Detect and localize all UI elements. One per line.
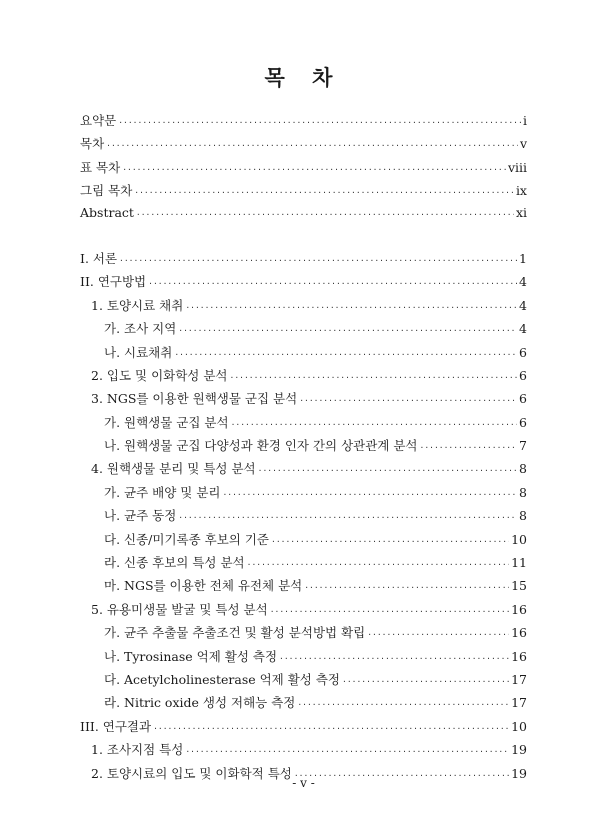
toc-entry[interactable] xyxy=(80,459,527,482)
toc-label: 가. 원핵생물 군집 분석 xyxy=(104,414,229,430)
toc-label: Abstract xyxy=(80,204,134,220)
toc-label: III. 연구결과 xyxy=(80,718,152,734)
toc-label: 4. 원핵생물 분리 및 특성 분석 xyxy=(91,461,256,477)
toc-page: 19 xyxy=(511,765,527,781)
dot-leader xyxy=(118,118,521,127)
toc-page: 19 xyxy=(511,742,527,758)
toc-label: 나. Tyrosinase 억제 활성 측정 xyxy=(104,648,278,664)
dot-leader xyxy=(174,350,517,359)
page-title: 목 차 xyxy=(264,65,343,90)
toc-label: 나. 균주 동정 xyxy=(104,508,177,524)
toc-label: 나. 원핵생물 군집 다양성과 환경 인자 간의 상관관계 분석 xyxy=(104,438,418,454)
toc-page: 16 xyxy=(511,625,527,641)
toc-entry[interactable] xyxy=(80,600,527,623)
dot-leader xyxy=(231,420,517,429)
dot-leader xyxy=(297,700,509,709)
toc-page: 17 xyxy=(511,671,527,687)
toc-page: viii xyxy=(507,159,527,175)
toc-page: 6 xyxy=(519,367,527,383)
toc-label: 1. 토양시료 채취 xyxy=(91,297,184,313)
toc-page: 8 xyxy=(519,508,527,524)
toc-label: 그림 목차 xyxy=(80,183,133,199)
toc-entry-contents[interactable] xyxy=(80,134,527,157)
dot-leader xyxy=(122,165,506,174)
dot-leader xyxy=(420,443,518,452)
toc-page: 7 xyxy=(519,438,527,454)
dot-leader xyxy=(185,303,517,312)
dot-leader xyxy=(185,747,509,756)
toc-entry[interactable] xyxy=(80,576,527,599)
toc-label: 2. 토양시료의 입도 및 이화학적 특성 xyxy=(91,765,292,781)
toc-label: 5. 유용미생물 발굴 및 특성 분석 xyxy=(91,601,268,617)
toc-label: II. 연구방법 xyxy=(80,274,147,290)
toc-page: 11 xyxy=(511,555,527,571)
toc-entry[interactable] xyxy=(80,272,527,295)
toc-page: xi xyxy=(515,204,527,220)
toc-page: 16 xyxy=(511,648,527,664)
toc-entry[interactable] xyxy=(80,530,527,553)
toc-entry[interactable] xyxy=(80,623,527,646)
toc-label: 나. 시료채취 xyxy=(104,344,173,360)
toc-entry[interactable] xyxy=(80,483,527,506)
dot-leader xyxy=(136,210,514,219)
dot-leader xyxy=(153,724,509,733)
toc-entry[interactable] xyxy=(80,296,527,319)
toc-label: 요약문 xyxy=(80,113,117,128)
dot-leader xyxy=(279,654,509,663)
toc-label: 가. 조사 지역 xyxy=(104,321,177,337)
toc-entry[interactable] xyxy=(80,553,527,576)
toc-entry[interactable] xyxy=(80,389,527,412)
dot-leader xyxy=(178,326,517,335)
toc-page: 4 xyxy=(519,274,527,290)
section-gap xyxy=(80,228,527,249)
toc-entry-figure-list[interactable] xyxy=(80,181,527,204)
dot-leader xyxy=(299,396,517,405)
dot-leader xyxy=(134,188,514,197)
toc-label: 마. NGS를 이용한 전체 유전체 분석 xyxy=(104,578,303,594)
toc-page: 6 xyxy=(519,414,527,430)
dot-leader xyxy=(271,537,509,546)
dot-leader xyxy=(119,256,517,265)
toc-label: 1. 조사지점 특성 xyxy=(91,742,184,758)
toc-entry-table-list[interactable] xyxy=(80,158,527,181)
dot-leader xyxy=(342,677,509,686)
dot-leader xyxy=(270,607,509,616)
toc-entry[interactable] xyxy=(80,670,527,693)
toc-page: 4 xyxy=(519,297,527,313)
toc-entry[interactable] xyxy=(80,506,527,529)
toc-entry[interactable] xyxy=(80,249,527,272)
toc-page: 8 xyxy=(519,461,527,477)
toc-label: 라. 신종 후보의 특성 분석 xyxy=(104,555,245,571)
toc-label: 가. 균주 배양 및 분리 xyxy=(104,484,221,500)
toc-page: 1 xyxy=(519,250,527,266)
toc-page: 4 xyxy=(519,321,527,337)
toc-entry[interactable] xyxy=(80,740,527,763)
dot-leader xyxy=(222,490,517,499)
toc-page: 17 xyxy=(511,695,527,711)
toc-page: 8 xyxy=(519,484,527,500)
toc-page: 6 xyxy=(519,391,527,407)
toc-label: 2. 입도 및 이화학성 분석 xyxy=(91,367,228,383)
toc-label: 표 목차 xyxy=(80,159,121,175)
toc-label: 가. 균주 추출물 추출조건 및 활성 분석방법 확립 xyxy=(104,625,366,641)
toc-label: I. 서론 xyxy=(80,250,118,266)
dot-leader xyxy=(247,560,509,569)
toc-page: 10 xyxy=(511,531,527,547)
toc-entry[interactable] xyxy=(80,413,527,436)
page-number-footer: - v - xyxy=(292,776,315,790)
toc-label: 3. NGS를 이용한 원핵생물 군집 분석 xyxy=(91,391,298,407)
toc-page: 16 xyxy=(511,601,527,617)
toc-label: 다. 신종/미기록종 후보의 기준 xyxy=(104,531,270,547)
toc-page: 6 xyxy=(519,344,527,360)
toc-page: 10 xyxy=(511,718,527,734)
dot-leader xyxy=(230,373,518,382)
toc-label: 목차 xyxy=(80,136,105,152)
toc-page: i xyxy=(523,113,527,128)
toc-page: 15 xyxy=(511,578,527,594)
toc-entry-abstract[interactable] xyxy=(80,205,527,228)
toc-entry[interactable] xyxy=(80,693,527,716)
toc-page: ix xyxy=(515,183,527,199)
dot-leader xyxy=(304,583,509,592)
toc-entry[interactable] xyxy=(80,343,527,366)
dot-leader xyxy=(258,466,517,475)
toc-entry[interactable] xyxy=(80,436,527,459)
dot-leader xyxy=(148,279,517,288)
dot-leader xyxy=(367,630,509,639)
toc-entry[interactable] xyxy=(80,366,527,389)
dot-leader xyxy=(178,513,517,522)
table-of-contents xyxy=(80,111,527,787)
toc-label: 라. Nitric oxide 생성 저해능 측정 xyxy=(104,695,296,711)
toc-entry-summary[interactable] xyxy=(80,111,527,134)
toc-entry[interactable] xyxy=(80,717,527,740)
toc-label: 다. Acetylcholinesterase 억제 활성 측정 xyxy=(104,671,340,687)
toc-entry[interactable] xyxy=(80,647,527,670)
toc-page: v xyxy=(519,136,527,152)
toc-entry[interactable] xyxy=(80,319,527,342)
dot-leader xyxy=(106,141,518,150)
